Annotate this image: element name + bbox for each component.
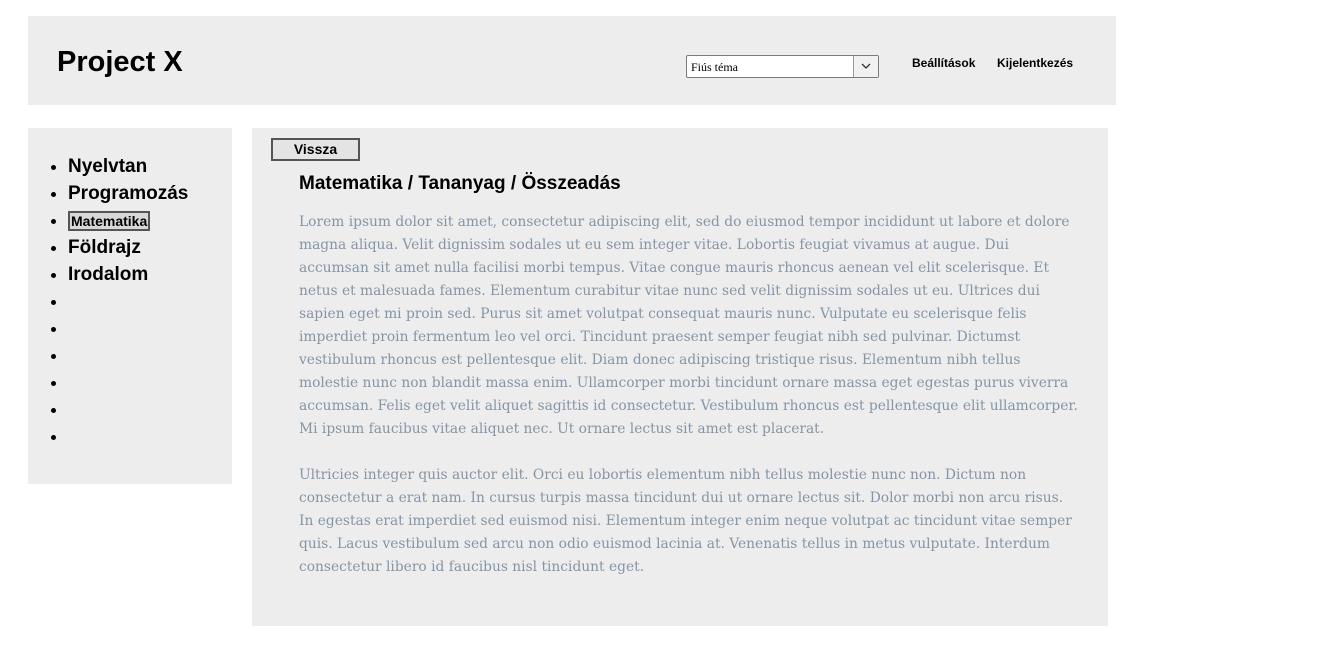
sidebar-item-label: Programozás	[68, 183, 189, 204]
main-content	[252, 128, 1108, 626]
sidebar-item-empty	[68, 423, 188, 450]
theme-select[interactable]	[686, 55, 879, 78]
sidebar-item-matematika[interactable]	[68, 207, 188, 234]
breadcrumb: Matematika / Tananyag / Összeadás	[299, 173, 621, 194]
sidebar-item-empty	[68, 396, 188, 423]
sidebar	[28, 128, 232, 484]
sidebar-item-label: Matematika	[68, 211, 150, 231]
app-header	[28, 16, 1116, 105]
theme-select-value: Fiús téma	[691, 60, 738, 74]
subject-list	[28, 153, 188, 450]
back-button[interactable]: Vissza	[271, 138, 360, 161]
sidebar-item-programozas[interactable]	[68, 180, 188, 207]
settings-link[interactable]: Beállítások	[912, 56, 976, 70]
sidebar-item-irodalom[interactable]	[68, 261, 188, 288]
sidebar-item-empty	[68, 342, 188, 369]
sidebar-item-foldrajz[interactable]	[68, 234, 188, 261]
chevron-down-icon	[861, 63, 871, 70]
app-title: Project X	[57, 46, 183, 78]
sidebar-item-label: Nyelvtan	[68, 156, 148, 177]
logout-link[interactable]: Kijelentkezés	[997, 56, 1074, 70]
sidebar-item-label: Irodalom	[68, 264, 149, 285]
sidebar-item-label: Földrajz	[68, 237, 141, 258]
sidebar-item-empty	[68, 369, 188, 396]
sidebar-item-empty	[68, 288, 188, 315]
lesson-text	[299, 211, 1079, 602]
lesson-paragraph: Lorem ipsum dolor sit amet, consectetur adipiscing elit, sed do eiusmod tempor incididunt ut labore et dolore magna aliqua. Velit dignissim sodales ut eu sem integer vitae. Lobortis feugiat vivamus at augue. Dui accumsan sit amet nulla facilisi morbi tempus. Vitae congue mauris rhoncus aenean vel elit scelerisque. Et netus et malesuada fames. Elementum curabitur vitae nunc sed velit dignissim sodales ut eu. Ultrices dui sapien eget mi proin sed. Purus sit amet volutpat consequat mauris nunc. Vulputate eu scelerisque felis imperdiet proin fermentum leo vel orci. Tincidunt praesent semper feugiat nibh sed pulvinar. Dictumst vestibulum rhoncus est pellentesque elit. Diam donec adipiscing tristique risus. Elementum nibh tellus molestie nunc non blandit massa enim. Ullamcorper morbi tincidunt ornare massa eget egestas purus viverra accumsan. Felis eget velit aliquet sagittis id consectetur. Vestibulum rhoncus est pellentesque elit ullamcorper. Mi ipsum faucibus vitae aliquet nec. Ut ornare lectus sit amet est placerat.	[299, 214, 1078, 437]
sidebar-item-empty	[68, 315, 188, 342]
lesson-paragraph: Ultricies integer quis auctor elit. Orci eu lobortis elementum nibh tellus molestie nunc non. Dictum non consectetur a erat nam. In cursus turpis massa tincidunt dui ut ornare lectus sit. Dolor morbi non arcu risus. In egestas erat imperdiet sed euismod nisi. Elementum integer enim neque volutpat ac tincidunt vitae semper quis. Lacus vestibulum sed arcu non odio euismod lacinia at. Venenatis tellus in metus vulputate. Interdum consectetur libero id faucibus nisl tincidunt eget.	[299, 467, 1072, 575]
sidebar-item-nyelvtan[interactable]	[68, 153, 188, 180]
theme-select-toggle[interactable]	[853, 56, 878, 77]
